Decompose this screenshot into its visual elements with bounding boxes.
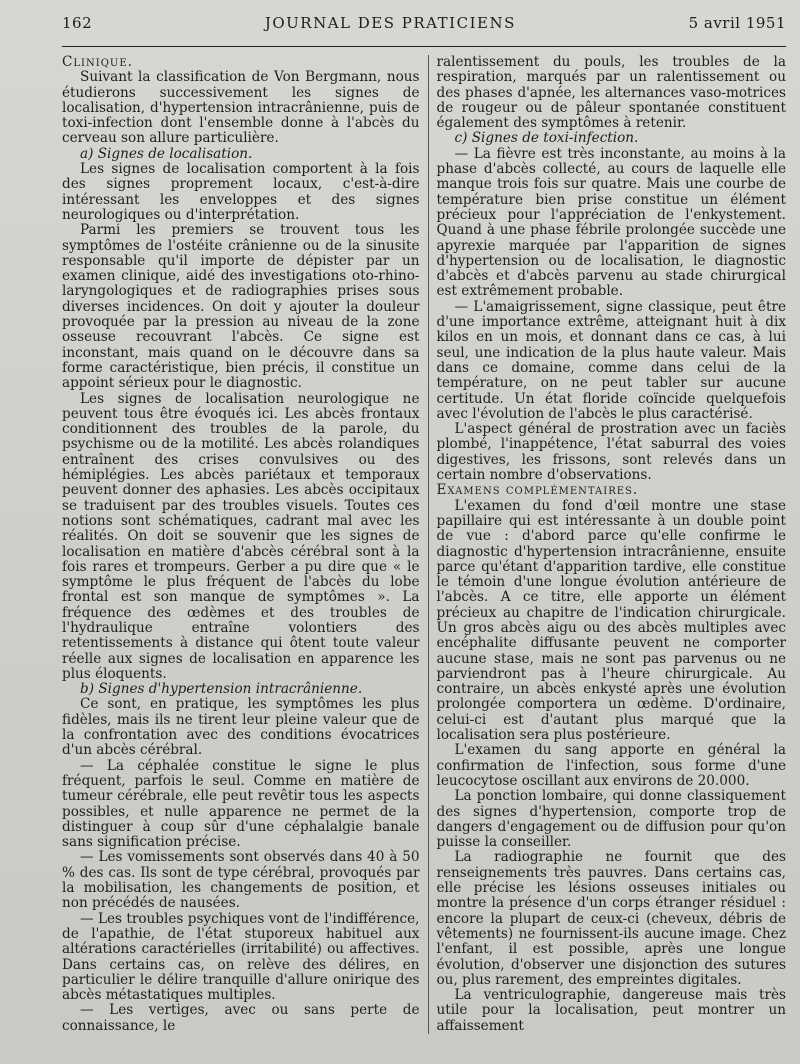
running-header (62, 14, 786, 36)
header-rule (62, 46, 786, 47)
paragraph: Parmi les premiers se trouvent tous les symptômes de l'ostéite crânienne ou de la sinusite responsable qu'il importe de dépister par un examen clinique, aidé des investigations oto-rhino-laryngologiques et de radiographies prises sous diverses incidences. On doit y ajouter la douleur provoquée par la pression au niveau de la zone osseuse recouvrant l'abcès. Ce signe est inconstant, mais quand on le découvre dans sa forme caractéristique, bien précis, il constitue un appoint sérieux pour le diagnostic. (62, 222, 420, 392)
paragraph: Les signes de localisation neurologique ne peuvent tous être évoqués ici. Les abcès frontaux conditionnent des troubles de la parole, du psychisme ou de la motilité. Les abcès rolandiques entraînent des crises convulsives ou des hémiplégies. Les abcès pariétaux et temporaux peuvent donner des aphasies. Les abcès occipitaux se traduisent par des troubles visuels. Toutes ces notions sont schématiques, cadrant mal avec les réalités. On doit se souvenir que les signes de localisation en matière d'abcès cérébral sont à la fois rares et trompeurs. Gerber a pu dire que « le symptôme le plus fréquent de l'abcès du lobe frontal est son manque de symptômes ». La fréquence des œdèmes et des troubles de l'hydraulique entraîne volontiers des retentissements à distance qui ôtent toute valeur réelle aux signes de localisation en apparence les plus éloquents. (62, 390, 420, 682)
subsection-heading: c) Signes de toxi-infection. (454, 130, 639, 147)
paragraph: Les signes de localisation comportent à la fois des signes proprement locaux, c'est-à-dire intéressant les enveloppes et des signes neurologiques ou d'interprétation. (62, 161, 420, 223)
two-column-body (62, 55, 786, 1034)
paragraph: — Les vomissements sont observés dans 40 à 50 % des cas. Ils sont de type cérébral, provoqués par la mobilisation, les changements de position, et non précédés de nausées. (62, 849, 420, 912)
section-heading: Examens complémentaires. (436, 482, 639, 499)
paragraph: L'examen du sang apporte en général la confirmation de l'infection, sous forme d'une leucocytose oscillant aux environs de 20.000. (436, 742, 786, 789)
subsection-heading: a) Signes de localisation. (80, 145, 253, 162)
paragraph: L'examen du fond d'œil montre une stase papillaire qui est intéressante à un double point de vue : d'abord parce qu'elle confirme le diagnostic d'hypertension intracrânienne, ensuite parce qu'étant d'apparition tardive, elle constitue le témoin d'une longue évolution antérieure de l'abcès. A ce titre, elle apporte un élément précieux au chapitre de l'indication chirurgicale. Un gros abcès aigu ou des abcès multiples avec encéphalite diffusante peuvent ne comporter aucune stase, mais ne sont pas parvenus ou ne parviendront pas à l'heure chirurgicale. Au contraire, un abcès enkysté après une évolution prolongée comportera un œdème. D'ordinaire, celui-ci est d'autant plus marqué que la localisation sera plus postérieure. (436, 497, 786, 744)
paragraph: — La céphalée constitue le signe le plus fréquent, parfois le seul. Comme en matière de tumeur cérébrale, elle peut revêtir tous les aspects possibles, et nulle apparence ne permet de la distinguer à coup sûr d'une céphalalgie banale sans signification précise. (62, 757, 420, 851)
paragraph: La radiographie ne fournit que des renseignements très pauvres. Dans certains cas, elle précise les lésions osseuses initiales ou montre la présence d'un corps étranger résiduel : encore la plupart de ceux-ci (cheveux, débris de vêtements) ne fournissent-ils aucune image. Chez l'enfant, il est possible, après une longue évolution, d'observer une disjonction des sutures ou, plus rarement, des empreintes digitales. (436, 849, 786, 988)
paragraph: Suivant la classification de Von Bergmann, nous étudierons successivement les signes de localisation, d'hypertension intracrânienne, puis de toxi-infection dont l'ensemble donne à l'abcès du cerveau son allure particulière. (62, 69, 420, 147)
paragraph: Ce sont, en pratique, les symptômes les plus fidèles, mais ils ne tirent leur pleine valeur que de la confrontation avec des conditions évocatrices d'un abcès cérébral. (62, 696, 420, 759)
paragraph: — La fièvre est très inconstante, au moins à la phase d'abcès collecté, au cours de laquelle elle manque trois fois sur quatre. Mais une courbe de température bien prise constitue un élément précieux pour l'appréciation de l'enkystement. Quand à une phase fébrile prolongée succède une apyrexie marquée par l'apparition de signes d'hypertension ou de localisation, le diagnostic d'abcès et d'abcès parvenu au stade chirurgical est extrêmement probable. (436, 145, 786, 300)
page-number: 162 (62, 14, 93, 32)
paragraph: — L'amaigrissement, signe classique, peut être d'une importance extrême, atteignant huit à dix kilos en un mois, et donnant dans ce cas, à lui seul, une indication de la plus haute valeur. Mais dans ce domaine, comme dans celui de la température, on ne peut tabler sur aucune certitude. Un état floride coïncide quelquefois avec l'évolution de l'abcès le plus caractérisé. (436, 298, 786, 422)
right-column (428, 55, 787, 1034)
issue-date: 5 avril 1951 (688, 14, 786, 32)
journal-title: JOURNAL DES PRATICIENS (264, 14, 516, 32)
paragraph: La ponction lombaire, qui donne classiquement des signes d'hypertension, comporte trop de dangers d'engagement ou de diffusion pour qu'on puisse la conseiller. (436, 788, 786, 851)
paragraph: ralentissement du pouls, les troubles de la respiration, marqués par un ralentissement ou des phases d'apnée, les alternances vaso-motrices de rougeur ou de pâleur spontanée constituent également des symptômes à retenir. (436, 54, 786, 132)
paragraph: — Les troubles psychiques vont de l'indifférence, de l'apathie, de l'état stuporeux habituel aux altérations caractérielles (irritabilité) ou affectives. Dans certains cas, on relève des délires, en particulier le délire tranquille d'allure onirique des abcès métastatiques multiples. (62, 910, 420, 1004)
left-column (62, 55, 428, 1034)
paragraph: L'aspect général de prostration avec un faciès plombé, l'inappétence, l'état saburral des voies digestives, les frissons, sont relevés dans un certain nombre d'observations. (436, 421, 786, 484)
paragraph: La ventriculographie, dangereuse mais très utile pour la localisation, peut montrer un affaissement (436, 987, 786, 1034)
subsection-heading: b) Signes d'hypertension intracrânienne. (80, 681, 363, 698)
section-heading: Clinique. (62, 54, 133, 70)
paragraph: — Les vertiges, avec ou sans perte de connaissance, le (62, 1002, 420, 1034)
